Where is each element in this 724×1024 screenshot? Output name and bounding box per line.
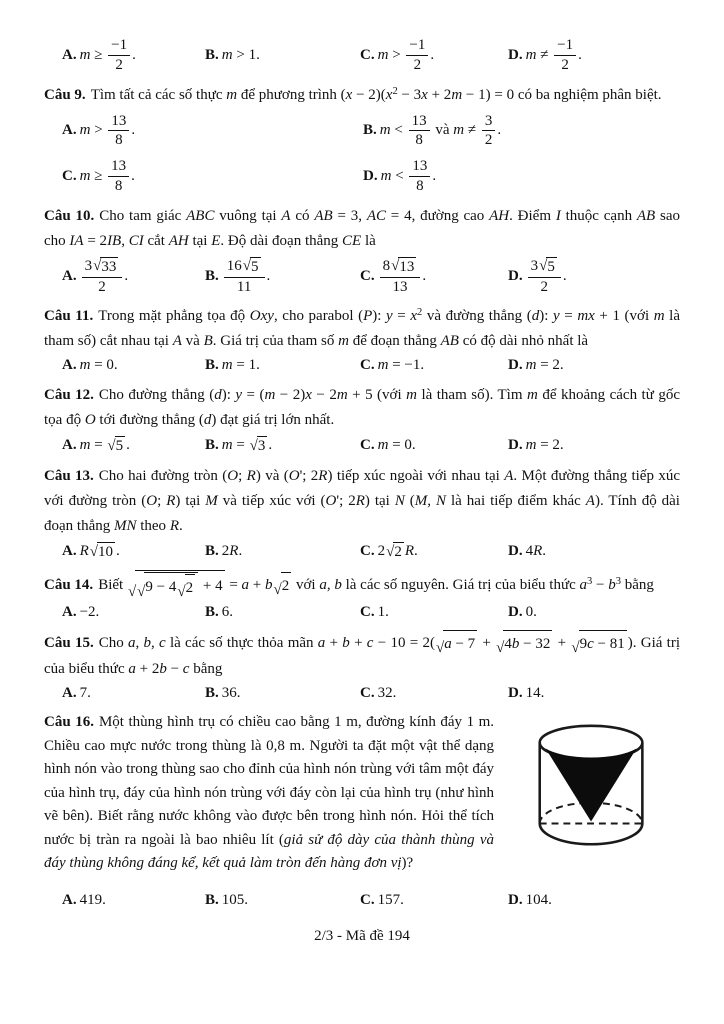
- question-label: Câu 15.: [44, 635, 94, 652]
- question-text: Cho hai đường tròn (O; R) và (O'; 2R) tiếp xúc ngoài với nhau tại A. Một đường thẳng tiếp xúc với đường tròn (O; R) tại M và tiếp xúc với (O'; 2R) tại N (M, N là hai tiếp điểm khác A). Tính độ dài đoạn thẳng MN theo R.: [44, 468, 680, 535]
- option-d: [508, 892, 680, 909]
- question-text: Một thùng hình trụ có chiều cao bằng 1 m, đường kính đáy 1 m. Chiều cao mực nước trong thùng là 0,8 m. Người ta đặt một vật thể dạng hình nón vào trong thùng sao cho đỉnh của hình nón trùng với tâm một đáy của hình trụ, đáy của hình nón trùng với đáy còn lại của hình trụ (như hình vẽ bên). Biết rằng nước không vào được bên trong hình nón. Hỏi thể tích nước bị tràn ra ngoài là bao nhiêu lít (giả sử độ dày của thành thùng và đáy thùng không đáng kể, kết quả làm tròn đến hàng đơn vị)?: [44, 714, 494, 872]
- cylinder-cone-figure: [508, 713, 680, 863]
- option-text: m = 2.: [525, 357, 564, 374]
- option-b: [205, 357, 360, 374]
- option-text: 105.: [221, 891, 249, 908]
- option-a: [62, 542, 205, 561]
- question-14: [44, 570, 680, 621]
- question-text: Trong mặt phẳng tọa độ Oxy, cho parabol (P): $y = x^2$ và đường thẳng (d): y = mx + 1 (với m là tham số) cắt nhau tại A và B. Giá trị của tham số m để đoạn thẳng AB có độ dài nhỏ nhất là: [44, 307, 681, 350]
- option-label: B.: [205, 267, 219, 284]
- question-16: [44, 711, 680, 909]
- option-label: A.: [62, 357, 77, 374]
- option-text: m = √ 5 .: [79, 437, 130, 455]
- option-a: [62, 436, 205, 455]
- option-label: A.: [62, 604, 77, 621]
- question-label: Câu 12.: [44, 387, 94, 404]
- question-16-options: [44, 892, 680, 909]
- option-text: m = 0.: [79, 357, 118, 374]
- option-label: C.: [360, 891, 375, 908]
- option-text: 104.: [525, 891, 552, 908]
- option-text: m > $\frac{13}{8}$ .: [79, 112, 136, 149]
- option-a: [62, 892, 205, 909]
- option-label: A.: [62, 685, 77, 702]
- option-text: 4R.: [525, 543, 547, 560]
- option-a: [62, 685, 205, 702]
- option-label: B.: [205, 685, 219, 702]
- question-10: [44, 204, 680, 296]
- option-d: [508, 37, 680, 74]
- option-text: 14.: [525, 685, 545, 702]
- question-12: [44, 383, 680, 455]
- option-label: A.: [62, 46, 77, 63]
- option-label: D.: [508, 543, 523, 560]
- option-label: B.: [205, 543, 219, 560]
- option-text: 8 √ 13 13 .: [378, 268, 426, 284]
- option-b: [205, 685, 360, 702]
- option-label: B.: [363, 122, 377, 139]
- option-text: m ≥ $\frac{-1}{2}$ .: [79, 37, 136, 73]
- question-13-options: [44, 542, 680, 561]
- option-label: B.: [205, 891, 219, 908]
- option-label: D.: [508, 604, 523, 621]
- option-label: D.: [508, 357, 523, 374]
- option-label: C.: [360, 437, 375, 454]
- option-a: [62, 37, 205, 74]
- option-text: 3 √ 5 2 .: [526, 268, 567, 284]
- option-c: [360, 604, 508, 621]
- question-14-options: [44, 604, 680, 621]
- option-a: [62, 257, 205, 296]
- option-b: [205, 47, 360, 64]
- question-text: Cho đường thẳng (d): y = (m − 2)x − 2m + 5 (với m là tham số). Tìm m để khoảng cách từ gốc tọa độ O tới đường thẳng (d) đạt giá trị lớn nhất.: [44, 387, 680, 429]
- option-a: [62, 113, 363, 150]
- option-label: D.: [508, 46, 523, 63]
- option-label: C.: [62, 167, 77, 184]
- option-text: 36.: [221, 685, 241, 702]
- option-c: [360, 357, 508, 374]
- question-13: [44, 464, 680, 561]
- option-c: [360, 542, 508, 561]
- option-b: [205, 543, 360, 560]
- option-text: m > $\frac{-1}{2}$ .: [377, 37, 435, 73]
- question-15-options: [44, 685, 680, 702]
- option-text: 3 √ 33 2 .: [80, 268, 128, 284]
- option-label: B.: [205, 357, 219, 374]
- option-label: A.: [62, 437, 77, 454]
- option-d: [508, 604, 680, 621]
- option-a: [62, 604, 205, 621]
- option-label: C.: [360, 357, 375, 374]
- question-text: Tìm tất cả các số thực m để phương trình $(x - 2)(x^2 - 3x + 2m - 1) = 0$ có ba nghiệm phân biệt.: [90, 85, 662, 103]
- option-c: [360, 37, 508, 74]
- option-text: 7.: [79, 685, 91, 702]
- option-text: m < $\frac{13}{8}$ .: [380, 158, 437, 194]
- option-d: [508, 357, 680, 374]
- option-d: [508, 437, 680, 454]
- option-label: A.: [62, 267, 77, 284]
- option-text: m = −1.: [377, 357, 425, 374]
- option-label: D.: [508, 891, 523, 908]
- cylinder-cone-drawing: [508, 713, 680, 863]
- question-label: Câu 11.: [44, 308, 94, 325]
- option-text: m < $\frac{13}{8}$ và m ≠ $\frac{3}{2}$ .: [379, 112, 502, 149]
- option-text: 157.: [377, 891, 404, 908]
- option-d: [508, 685, 680, 702]
- option-text: R √ 10 .: [79, 543, 120, 561]
- option-c: [62, 158, 363, 195]
- question-15: [44, 630, 680, 702]
- option-b: [205, 436, 360, 455]
- option-text: m = 0.: [377, 437, 416, 454]
- option-label: D.: [508, 685, 523, 702]
- option-text: 0.: [525, 604, 537, 621]
- option-label: C.: [360, 267, 375, 284]
- option-text: m ≥ $\frac{13}{8}$ .: [79, 158, 135, 194]
- option-label: A.: [62, 543, 77, 560]
- option-b: [363, 113, 680, 150]
- option-label: B.: [205, 437, 219, 454]
- option-label: B.: [205, 604, 219, 621]
- question-label: Câu 14.: [44, 577, 94, 594]
- option-text: 1.: [377, 604, 389, 621]
- option-label: C.: [360, 604, 375, 621]
- option-text: 16 √ 5 11 .: [222, 268, 270, 284]
- option-d: [508, 543, 680, 560]
- option-d: [363, 158, 680, 195]
- option-b: [205, 892, 360, 909]
- option-label: D.: [508, 437, 523, 454]
- option-text: 2R.: [221, 543, 243, 560]
- option-label: B.: [205, 46, 219, 63]
- question-label: Câu 13.: [44, 468, 94, 485]
- option-d: [508, 257, 680, 296]
- question-9: [44, 83, 680, 195]
- question-text: Cho tam giác ABC vuông tại A có AB = 3, AC = 4, đường cao AH. Điểm I thuộc cạnh AB sao cho IA = 2IB, CI cắt AH tại E. Độ dài đoạn thẳng CE là: [44, 207, 681, 249]
- previous-question-options: [44, 37, 680, 74]
- option-text: m ≠ $\frac{-1}{2}$ .: [525, 37, 582, 73]
- question-9-options: [44, 113, 680, 195]
- option-text: m = √ 3 .: [221, 437, 273, 455]
- question-label: Câu 16.: [44, 714, 94, 731]
- option-text: 2 √ 2 R.: [377, 543, 418, 561]
- option-label: D.: [508, 267, 523, 284]
- question-text: Cho a, b, c là các số thực thỏa mãn a + b + c − 10 = 2( √ a − 7 + √ 4b − 32 + √ 9c − 81 ). Giá trị của biểu thức a + 2b − c bằng: [44, 635, 680, 677]
- option-c: [360, 437, 508, 454]
- question-10-options: [44, 257, 680, 296]
- option-label: A.: [62, 891, 77, 908]
- question-11-options: [44, 357, 680, 374]
- option-label: C.: [360, 685, 375, 702]
- option-label: A.: [62, 122, 77, 139]
- option-label: C.: [360, 46, 375, 63]
- option-text: 419.: [79, 891, 106, 908]
- question-label: Câu 9.: [44, 86, 86, 103]
- option-text: −2.: [79, 604, 100, 621]
- question-label: Câu 10.: [44, 207, 95, 224]
- option-b: [205, 257, 360, 296]
- option-c: [360, 892, 508, 909]
- option-c: [360, 685, 508, 702]
- question-text: Biết √ √ 9 − 4 √ 2 + 4 = a + b √ 2 với a, b là các số nguyên. Giá trị của biểu thức $a^3 - b^3$ bằng: [98, 577, 654, 593]
- option-a: [62, 357, 205, 374]
- option-text: m = 1.: [221, 357, 260, 374]
- option-text: m = 2.: [525, 437, 564, 454]
- option-label: C.: [360, 543, 375, 560]
- option-b: [205, 604, 360, 621]
- option-text: 6.: [221, 604, 234, 621]
- option-text: m > 1.: [221, 46, 260, 63]
- page-footer: 2/3 - Mã đề 194: [314, 927, 410, 944]
- option-text: 32.: [377, 685, 397, 702]
- question-11: [44, 304, 680, 374]
- option-c: [360, 257, 508, 296]
- option-label: D.: [363, 167, 378, 184]
- question-12-options: [44, 436, 680, 455]
